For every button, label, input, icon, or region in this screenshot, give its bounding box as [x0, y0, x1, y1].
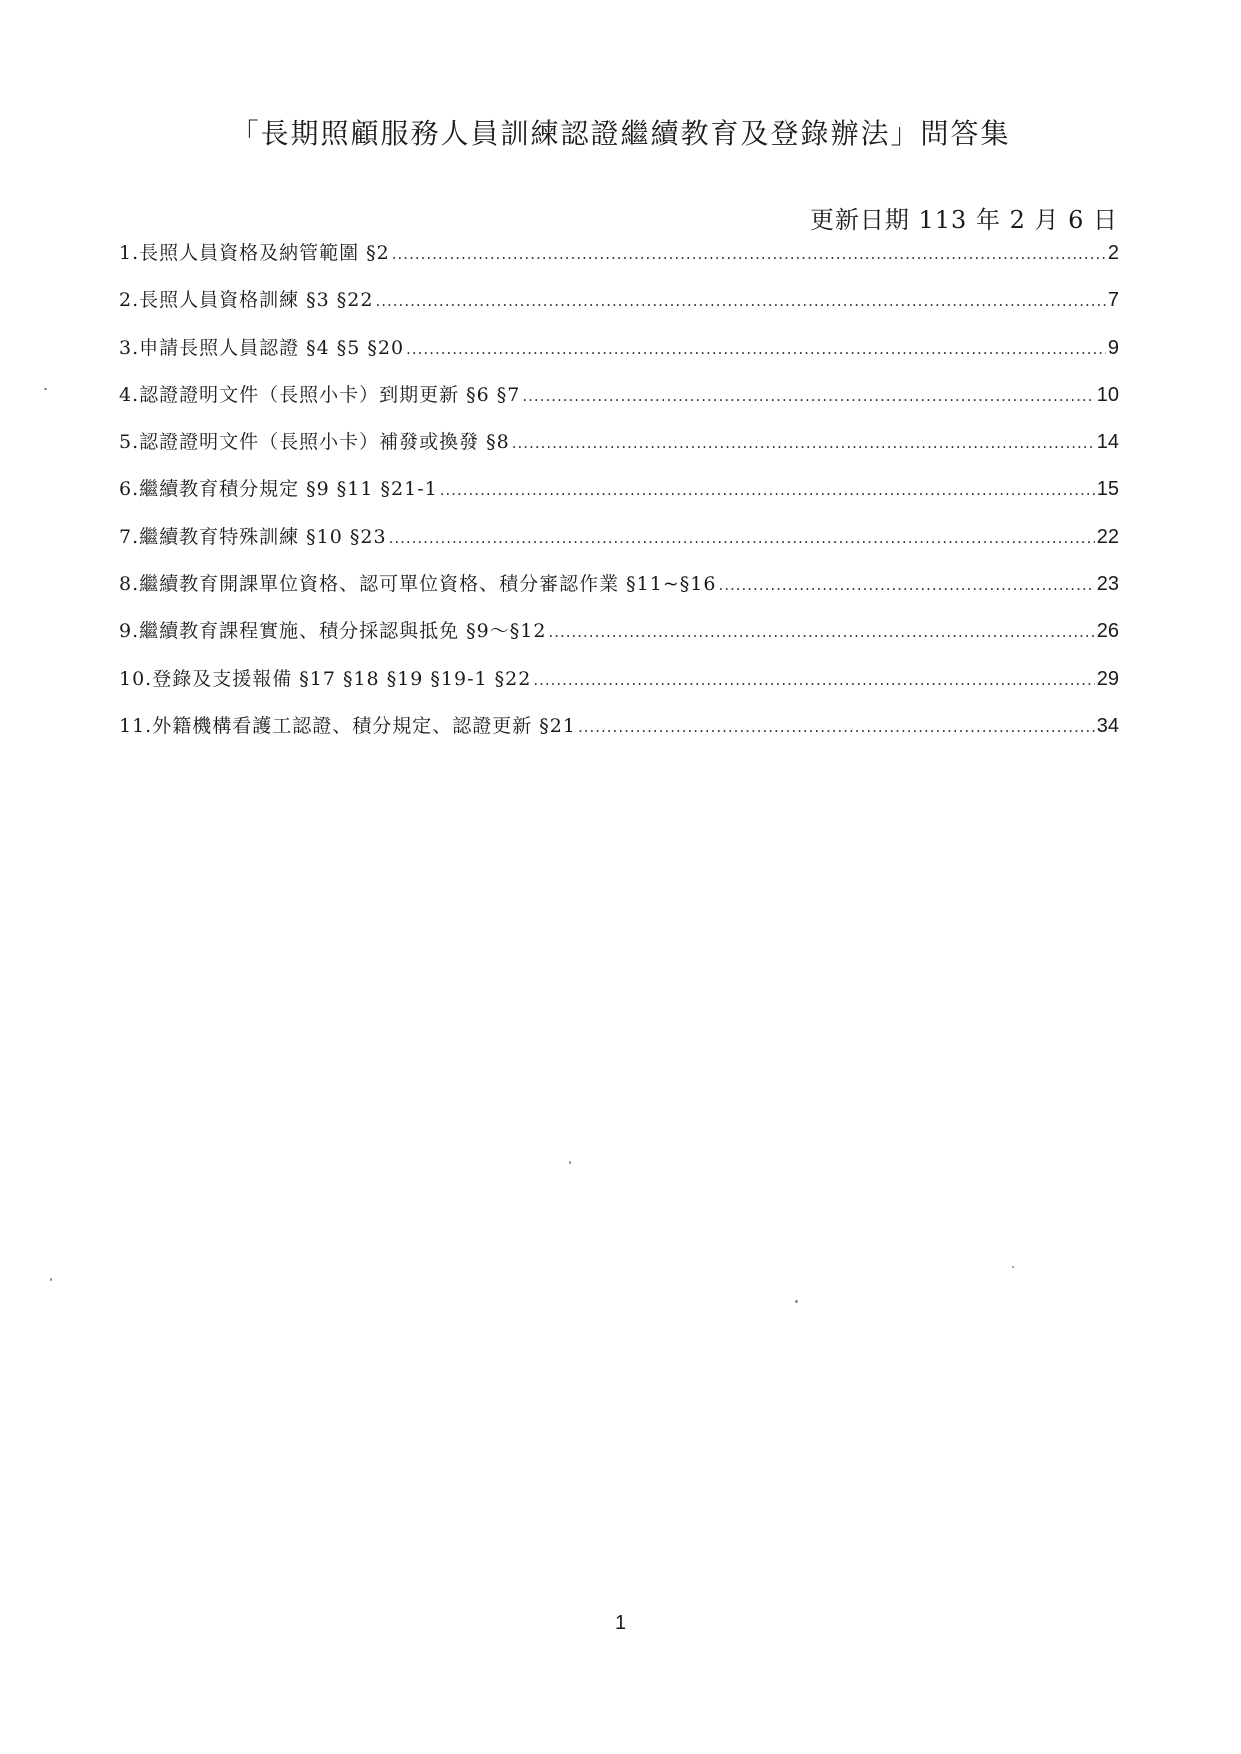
- toc-entry-label: 2.長照人員資格訓練 §3 §22: [119, 289, 374, 312]
- table-of-contents: [119, 238, 1119, 758]
- toc-entry[interactable]: [119, 474, 1119, 521]
- scan-speck: [44, 388, 47, 390]
- toc-dot-leader: [406, 340, 1106, 358]
- toc-dot-leader: [375, 292, 1105, 310]
- toc-entry[interactable]: [119, 427, 1119, 474]
- scan-speck: [569, 1161, 571, 1164]
- toc-entry[interactable]: [119, 285, 1119, 332]
- toc-dot-leader: [533, 671, 1094, 689]
- toc-dot-leader: [440, 481, 1095, 499]
- toc-entry[interactable]: [119, 380, 1119, 427]
- toc-entry-page: 15: [1096, 478, 1119, 501]
- toc-dot-leader: [392, 245, 1106, 263]
- toc-entry[interactable]: [119, 238, 1119, 285]
- toc-entry-label: 9.繼續教育課程實施、積分採認與抵免 §9～§12: [119, 620, 547, 643]
- toc-entry-label: 7.繼續教育特殊訓練 §10 §23: [119, 525, 387, 548]
- toc-entry[interactable]: [119, 522, 1119, 569]
- toc-entry-page: 10: [1096, 383, 1119, 406]
- toc-dot-leader: [548, 623, 1094, 641]
- toc-entry-page: 7: [1107, 289, 1119, 312]
- page-number: 1: [614, 1612, 627, 1634]
- toc-entry-page: 22: [1096, 525, 1119, 548]
- toc-dot-leader: [389, 529, 1095, 547]
- toc-dot-leader: [718, 576, 1094, 594]
- toc-entry-label: 1.長照人員資格及納管範圍 §2: [119, 242, 390, 264]
- toc-entry[interactable]: [119, 711, 1119, 758]
- toc-entry-label: 5.認證證明文件（長照小卡）補發或換發 §8: [119, 431, 510, 454]
- toc-dot-leader: [512, 434, 1095, 452]
- toc-entry-label: 6.繼續教育積分規定 §9 §11 §21-1: [119, 478, 438, 501]
- toc-entry-page: 9: [1107, 336, 1119, 359]
- toc-entry-page: 23: [1096, 573, 1119, 596]
- toc-entry-page: 34: [1096, 714, 1119, 737]
- toc-entry[interactable]: [119, 664, 1119, 711]
- toc-entry-page: 26: [1096, 620, 1119, 643]
- toc-dot-leader: [522, 387, 1094, 405]
- toc-dot-leader: [578, 718, 1095, 736]
- toc-entry-label: 8.繼續教育開課單位資格、認可單位資格、積分審認作業 §11~§16: [119, 573, 717, 596]
- scan-speck: [1012, 1266, 1014, 1268]
- toc-entry-page: 2: [1107, 242, 1119, 264]
- document-title: 「長期照顧服務人員訓練認證繼續教育及登錄辦法」問答集: [230, 117, 1011, 150]
- scan-speck: [795, 1300, 798, 1303]
- toc-entry-label: 3.申請長照人員認證 §4 §5 §20: [119, 336, 405, 359]
- toc-entry-label: 4.認證證明文件（長照小卡）到期更新 §6 §7: [119, 383, 521, 406]
- scan-speck: [50, 1278, 52, 1281]
- update-date: 更新日期 113 年 2 月 6 日: [809, 206, 1118, 234]
- toc-entry-label: 11.外籍機構看護工認證、積分規定、認證更新 §21: [119, 714, 576, 737]
- toc-entry-page: 14: [1096, 431, 1119, 454]
- toc-entry[interactable]: [119, 333, 1119, 380]
- toc-entry[interactable]: [119, 616, 1119, 663]
- toc-entry-page: 29: [1096, 667, 1119, 690]
- toc-entry[interactable]: [119, 569, 1119, 616]
- toc-entry-label: 10.登錄及支援報備 §17 §18 §19 §19-1 §22: [119, 667, 532, 690]
